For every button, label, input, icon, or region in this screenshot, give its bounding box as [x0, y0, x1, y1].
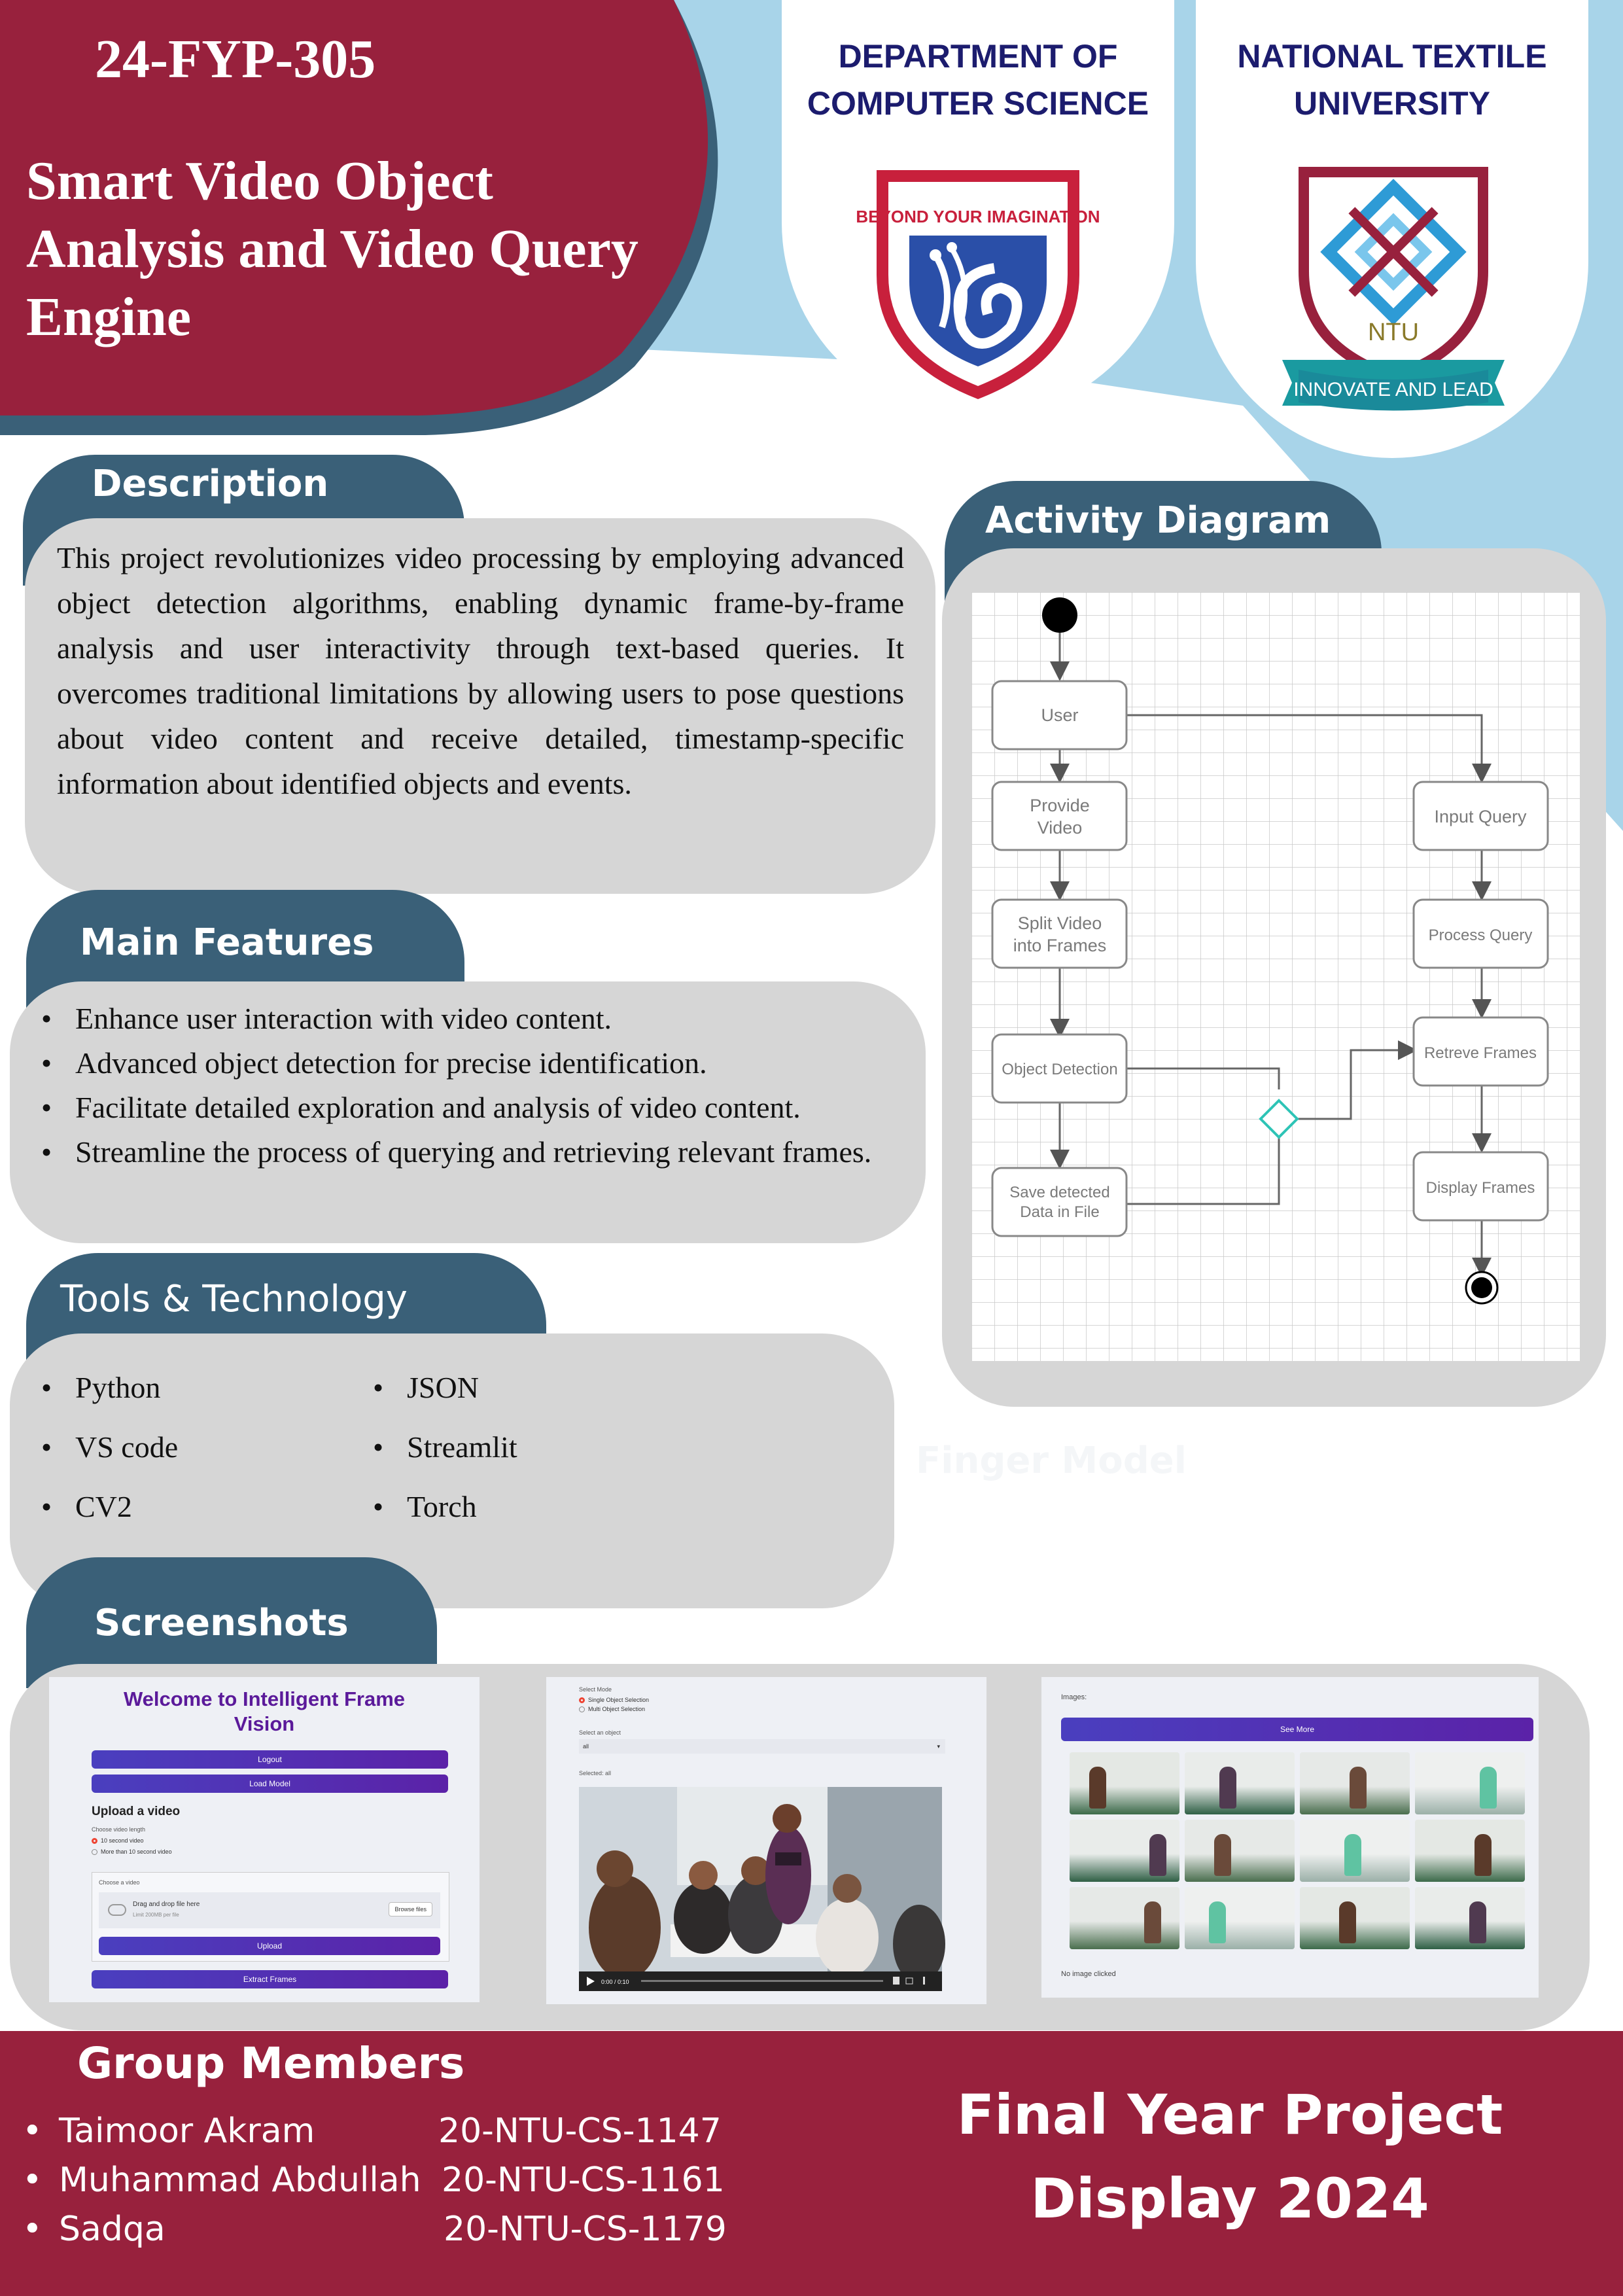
member-name: Taimoor Akram [59, 2111, 315, 2151]
member-row [20, 2205, 805, 2254]
node-split-1: Split Video [1017, 913, 1102, 933]
radio-label: Multi Object Selection [588, 1706, 646, 1712]
dropzone[interactable] [99, 1892, 440, 1928]
feature-item: • Advanced object detection for precise identification. [29, 1041, 916, 1086]
node-split-2: into Frames [1013, 936, 1107, 955]
s1-upload-heading: Upload a video [92, 1805, 181, 1818]
s1-title-line-2: Vision [234, 1712, 295, 1735]
thumbnail-image[interactable] [1415, 1820, 1525, 1882]
description-heading: Description [92, 463, 329, 505]
screenshot-video-select [546, 1677, 986, 2004]
tools-heading: Tools & Technology [60, 1278, 408, 1320]
logout-button[interactable]: Logout [92, 1750, 448, 1769]
s2-select-object: Select an object [579, 1729, 621, 1736]
thumbnail-figure [1480, 1767, 1497, 1809]
s1-choose-length: Choose video length [92, 1826, 146, 1833]
thumbnail-figure [1089, 1767, 1106, 1809]
screenshots-heading: Screenshots [94, 1602, 349, 1644]
thumbnail-figure [1149, 1834, 1166, 1876]
s1-choose-video: Choose a video [99, 1879, 140, 1886]
thumbnail-image[interactable] [1185, 1820, 1295, 1882]
project-title [26, 147, 638, 351]
radio-multi-object[interactable] [579, 1706, 645, 1712]
thumbnail-image[interactable] [1415, 1887, 1525, 1949]
radio-10-second[interactable] [92, 1837, 144, 1844]
activity-heading: Activity Diagram [985, 499, 1331, 542]
thumbnail-image[interactable] [1070, 1820, 1179, 1882]
member-id: 20-NTU-CS-1179 [444, 2210, 727, 2249]
radio-label: 10 second video [101, 1837, 144, 1844]
node-provide-video-2: Video [1037, 818, 1083, 838]
thumbnail-figure [1219, 1767, 1236, 1809]
description-text: This project revolutionizes video processing by employing advanced object detection algorithms, enabling dynamic frame-by-frame analysis and user interactivity through text-based queries. It overcomes traditional limitations by allowing users to pose questions about video content and receive detailed, timestamp-specific information about identified objects and events. [57, 541, 904, 800]
university-name [1196, 33, 1588, 127]
group-heading: Group Members [77, 2038, 465, 2089]
radio-selected-icon [92, 1838, 97, 1844]
feature-item: • Enhance user interaction with video content. [29, 997, 916, 1041]
thumbnail-figure [1344, 1834, 1361, 1876]
s3-no-image: No image clicked [1061, 1970, 1116, 1978]
feature-item: • Streamline the process of querying and retrieving relevant frames. [29, 1130, 916, 1174]
tool-item: • CV2 [29, 1477, 324, 1536]
node-object-detection: Object Detection [1002, 1061, 1118, 1078]
department-line-2: COMPUTER SCIENCE [807, 85, 1149, 122]
title-line-3: Engine [26, 287, 192, 347]
thumbnail-image[interactable] [1415, 1752, 1525, 1814]
tool-item: • Streamlit [361, 1417, 655, 1477]
feature-item: • Facilitate detailed exploration and analysis of video content. [29, 1086, 916, 1130]
title-line-1: Smart Video Object [26, 150, 493, 211]
member-id: 20-NTU-CS-1161 [442, 2161, 725, 2200]
node-process-query: Process Query [1428, 927, 1533, 944]
features-heading: Main Features [80, 921, 374, 964]
member-row [20, 2107, 805, 2156]
s1-file-uploader [92, 1872, 449, 1962]
display-line-2: Display 2024 [1030, 2166, 1429, 2231]
extract-frames-button[interactable]: Extract Frames [92, 1970, 448, 1988]
member-name: Sadqa [59, 2210, 166, 2249]
node-user: User [1041, 705, 1079, 725]
node-provide-video-1: Provide [1030, 796, 1090, 815]
tool-item: • Torch [361, 1477, 655, 1536]
thumbnail-figure [1214, 1834, 1231, 1876]
limit-text: Limit 200MB per file [133, 1912, 179, 1918]
member-id: 20-NTU-CS-1147 [438, 2111, 722, 2151]
image-grid [1070, 1752, 1527, 1949]
drag-drop-text: Drag and drop file here [133, 1901, 200, 1908]
department-logo-text: BEYOND YOUR IMAGINATION [856, 207, 1100, 226]
browse-files-button[interactable]: Browse files [389, 1902, 432, 1916]
thumbnail-figure [1144, 1901, 1161, 1943]
department-name [782, 33, 1174, 127]
department-logo [856, 164, 1100, 406]
radio-empty-icon [579, 1706, 585, 1712]
load-model-button[interactable]: Load Model [92, 1775, 448, 1793]
features-list [29, 997, 916, 1174]
bullet-icon: • [22, 2210, 43, 2249]
s1-title [49, 1687, 480, 1737]
thumbnail-figure [1469, 1901, 1486, 1943]
s1-title-line-1: Welcome to Intelligent Frame [123, 1687, 406, 1710]
tool-item: • JSON [361, 1358, 655, 1417]
node-retrieve-frames: Retreve Frames [1423, 1044, 1537, 1062]
see-more-button[interactable]: See More [1061, 1718, 1533, 1741]
radio-empty-icon [92, 1849, 97, 1855]
thumbnail-figure [1350, 1767, 1367, 1809]
bullet-icon: • [22, 2111, 43, 2151]
member-row [20, 2156, 805, 2205]
thumbnail-image[interactable] [1185, 1887, 1295, 1949]
radio-selected-icon [579, 1697, 585, 1703]
node-input-query: Input Query [1434, 807, 1527, 826]
thumbnail-image[interactable] [1185, 1752, 1295, 1814]
s2-select-mode: Select Mode [579, 1686, 612, 1693]
s2-selected: Selected: all [579, 1770, 612, 1776]
screenshot-login [49, 1677, 480, 2002]
radio-label: More than 10 second video [101, 1848, 172, 1855]
ntu-logo-text: NTU [1367, 319, 1420, 346]
thumbnail-figure [1339, 1901, 1356, 1943]
thumbnail-image[interactable] [1070, 1887, 1179, 1949]
radio-label: Single Object Selection [588, 1697, 650, 1703]
department-line-1: DEPARTMENT OF [838, 38, 1118, 75]
thumbnail-image[interactable] [1300, 1752, 1410, 1814]
tools-list-2 [361, 1358, 655, 1536]
node-save-2: Data in File [1020, 1203, 1100, 1221]
university-line-2: UNIVERSITY [1293, 85, 1491, 122]
faint-text: Finger Model [916, 1439, 1187, 1482]
video-time: 0:00 / 0:10 [601, 1979, 629, 1985]
tools-list-1 [29, 1358, 324, 1536]
university-line-1: NATIONAL TEXTILE [1237, 38, 1547, 75]
s3-images-label: Images: [1061, 1693, 1087, 1701]
thumbnail-figure [1475, 1834, 1492, 1876]
display-line-1: Final Year Project [956, 2083, 1503, 2147]
upload-button[interactable]: Upload [99, 1937, 440, 1955]
member-list [20, 2107, 805, 2254]
project-code: 24-FYP-305 [95, 29, 376, 90]
thumbnail-image[interactable] [1070, 1752, 1179, 1814]
tool-item: • VS code [29, 1417, 324, 1477]
radio-more-10-second[interactable] [92, 1848, 172, 1855]
university-logo [1279, 160, 1508, 422]
member-name: Muhammad Abdullah [59, 2161, 421, 2200]
video-player[interactable] [579, 1787, 942, 1991]
object-select[interactable] [579, 1739, 945, 1754]
tool-item: • Python [29, 1358, 324, 1417]
cloud-upload-icon [108, 1904, 126, 1916]
activity-diagram [971, 592, 1580, 1361]
bullet-icon: • [22, 2161, 43, 2200]
node-display-frames: Display Frames [1425, 1179, 1535, 1197]
node-save-1: Save detected [1009, 1184, 1110, 1201]
thumbnail-figure [1209, 1901, 1226, 1943]
display-title [903, 2073, 1557, 2240]
thumbnail-image[interactable] [1300, 1887, 1410, 1949]
thumbnail-image[interactable] [1300, 1820, 1410, 1882]
ntu-ribbon-text: INNOVATE AND LEAD [1293, 379, 1493, 400]
chevron-down-icon: ▾ [937, 1743, 940, 1750]
object-select-value: all [583, 1743, 589, 1750]
title-line-2: Analysis and Video Query [26, 219, 638, 279]
screenshot-image-grid [1041, 1677, 1539, 1998]
radio-single-object[interactable] [579, 1697, 649, 1703]
